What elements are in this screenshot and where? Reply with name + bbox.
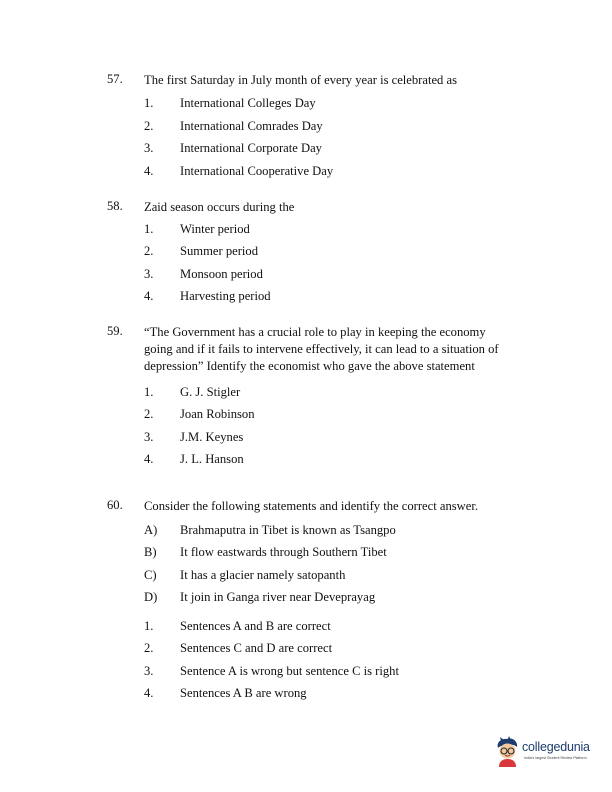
option-text: International Cooperative Day: [180, 164, 334, 178]
statement-text: It has a glacier namely satopanth: [180, 568, 346, 582]
option-text: Sentence A is wrong but sentence C is right: [180, 664, 399, 678]
brand-tagline: India's largest Student Review Platform: [524, 756, 587, 760]
option-label: 1.: [144, 96, 154, 110]
option-label: 1.: [144, 385, 154, 399]
option-text: Sentences A B are wrong: [180, 686, 307, 700]
option-label: 3.: [144, 141, 154, 155]
question-text: Zaid season occurs during the: [144, 200, 295, 214]
option-label: 2.: [144, 244, 154, 258]
brand-name: collegedunia: [522, 740, 590, 754]
option-label: 2.: [144, 641, 154, 655]
question-number: 60.: [107, 498, 123, 512]
option-label: 3.: [144, 664, 154, 678]
option-label: 1.: [144, 222, 154, 236]
option-label: 4.: [144, 164, 154, 178]
statement-text: Brahmaputra in Tibet is known as Tsangpo: [180, 523, 396, 537]
question-number: 59.: [107, 324, 123, 338]
statement-label: B): [144, 545, 157, 559]
option-label: 3.: [144, 267, 154, 281]
option-text: Harvesting period: [180, 289, 271, 303]
collegedunia-logo: [492, 736, 604, 772]
option-text: Sentences A and B are correct: [180, 619, 331, 633]
statement-text: It join in Ganga river near Deveprayag: [180, 590, 376, 604]
option-label: 4.: [144, 452, 154, 466]
option-text: Summer period: [180, 244, 258, 258]
option-text: Joan Robinson: [180, 407, 255, 421]
statement-text: It flow eastwards through Southern Tibet: [180, 545, 387, 559]
option-text: International Comrades Day: [180, 119, 323, 133]
statement-label: C): [144, 568, 157, 582]
option-label: 3.: [144, 430, 154, 444]
statement-label: D): [144, 590, 158, 604]
option-text: J. L. Hanson: [180, 452, 244, 466]
question-text: The first Saturday in July month of every year is celebrated as: [144, 73, 457, 87]
option-text: International Corporate Day: [180, 141, 322, 155]
question-text: Consider the following statements and identify the correct answer.: [144, 499, 478, 513]
option-label: 4.: [144, 686, 154, 700]
question-text: “The Government has a crucial role to play in keeping the economy going and if it fails to intervene effectively, it can lead to a situation of depression” Identify the economist who gave the above statement: [144, 325, 499, 373]
option-text: G. J. Stigler: [180, 385, 241, 399]
question-number: 57.: [107, 72, 123, 86]
question-number: 58.: [107, 199, 123, 213]
option-label: 2.: [144, 407, 154, 421]
option-text: J.M. Keynes: [180, 430, 244, 444]
option-label: 2.: [144, 119, 154, 133]
option-text: International Colleges Day: [180, 96, 316, 110]
option-text: Winter period: [180, 222, 250, 236]
option-label: 4.: [144, 289, 154, 303]
student-avatar-icon: [492, 736, 522, 768]
option-label: 1.: [144, 619, 154, 633]
option-text: Monsoon period: [180, 267, 263, 281]
statement-label: A): [144, 523, 158, 537]
option-text: Sentences C and D are correct: [180, 641, 333, 655]
